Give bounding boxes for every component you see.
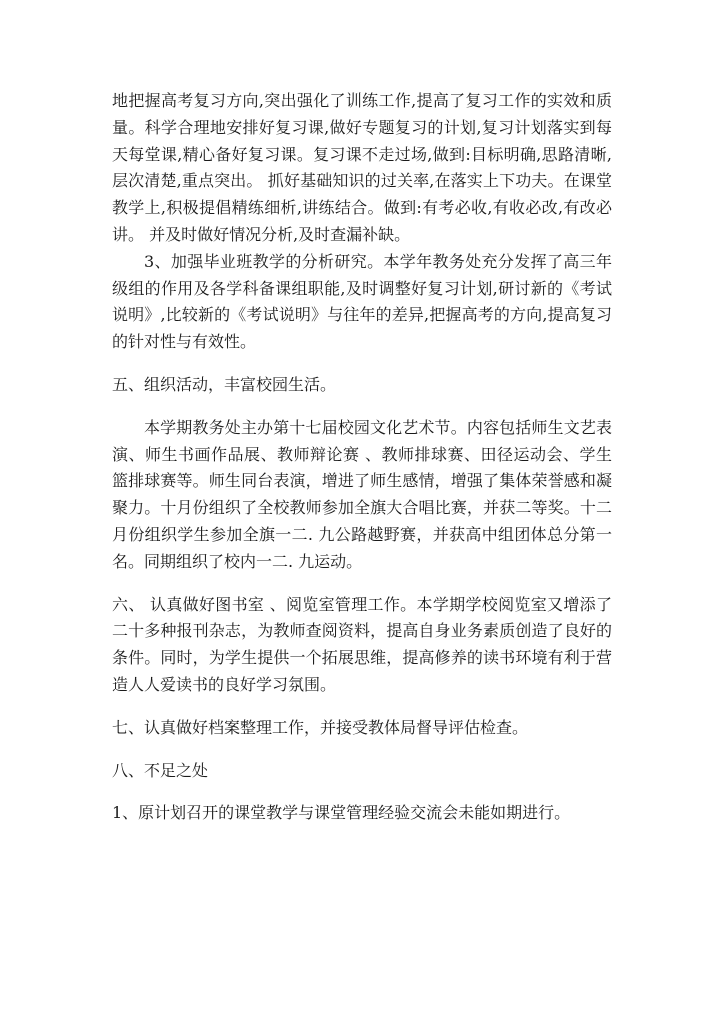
section-heading-archives: 七、认真做好档案整理工作，并接受教体局督导评估检查。	[112, 717, 529, 737]
document-body	[112, 88, 612, 827]
paragraph-culture-festival: 本学期教务处主办第十七届校园文化艺术节。内容包括师生文艺表演、师生书画作品展、教师辩论赛 、教师排球赛、田径运动会、学生篮排球赛等。师生同台表演，增进了师生感情，增强了集体荣誉感和凝聚力。十月份组织了全校教师参加全旗大合唱比赛，并获二等奖。十二月份组织学生参加全旗一二. 九公路越野赛，并获高中组团体总分第一名。同期组织了校内一二. 九运动。	[112, 417, 612, 571]
spacer	[112, 742, 612, 758]
spacer	[112, 356, 612, 372]
paragraph-graduating-class-analysis: 3、加强毕业班教学的分析研究。本学年教务处充分发挥了高三年级组的作用及各学科备课组职能,及时调整好复习计划,研讨新的《考试说明》,比较新的《考试说明》与往年的差异,把握高考的方向,提高复习的针对性与有效性。	[112, 251, 612, 352]
spacer	[112, 399, 612, 415]
paragraph-library-management: 六、 认真做好图书室 、阅览室管理工作。本学期学校阅览室又增添了二十多种报刊杂志，为教师查阅资料，提高自身业务素质创造了良好的条件。同时，为学生提供一个拓展思维，提高修养的读书环境有利于营造人人爱读书的良好学习氛围。	[112, 594, 612, 694]
spacer	[112, 784, 612, 800]
spacer	[112, 699, 612, 715]
section-heading-shortcomings: 八、不足之处	[112, 760, 209, 780]
section-heading-activities: 五、组织活动，丰富校园生活。	[112, 374, 337, 394]
paragraph-review-work: 地把握高考复习方向,突出强化了训练工作,提高了复习工作的实效和质量。科学合理地安排好复习课,做好专题复习的计划,复习计划落实到每天每堂课,精心备好复习课。复习课不走过场,做到:目标明确,思路清晰,层次清楚,重点突出。 抓好基础知识的过关率,在落实上下功夫。在课堂教学上,积极提倡精练细析,讲练结合。做到:有考必收,有收必改,有改必讲。 并及时做好情况分析,及时查漏补缺。	[112, 91, 612, 244]
spacer	[112, 576, 612, 592]
paragraph-shortcoming-item-1: 1、原计划召开的课堂教学与课堂管理经验交流会未能如期进行。	[112, 803, 571, 823]
